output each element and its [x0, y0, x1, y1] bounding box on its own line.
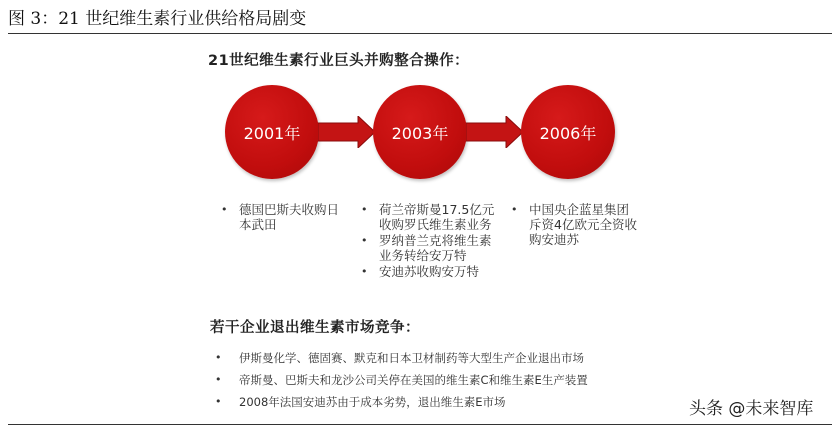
timeline-node-2001	[225, 85, 319, 179]
event-item: • 安迪苏收购安万特	[361, 264, 496, 279]
exit-item: • 伊斯曼化学、德固赛、默克和日本卫材制药等大型生产企业退出市场	[215, 350, 588, 372]
exit-item: • 2008年法国安迪苏由于成本劣势，退出维生素E市场	[215, 394, 588, 416]
section-title-mergers: 21世纪维生素行业巨头并购整合操作：	[208, 53, 470, 69]
timeline-node-2006	[521, 85, 615, 179]
event-item: • 中国央企蓝星集团斥资4亿欧元全资收购安迪苏	[511, 202, 639, 247]
figure-title: 图 3：21 世纪维生素行业供给格局剧变	[8, 9, 307, 29]
exits-list	[215, 350, 588, 416]
event-item: • 罗纳普兰克将维生素业务转给安万特	[361, 233, 496, 263]
event-item: • 荷兰帝斯曼17.5亿元收购罗氏维生素业务	[361, 202, 496, 232]
timeline-year: 2003年	[391, 123, 449, 143]
events-2003	[361, 202, 496, 280]
timeline-year: 2006年	[539, 123, 597, 143]
timeline-node-2003	[373, 85, 467, 179]
arrow-right-icon	[318, 116, 376, 148]
section-title-exits: 若干企业退出维生素市场竞争：	[210, 320, 420, 336]
bottom-rule	[8, 424, 832, 425]
top-rule	[8, 33, 832, 34]
timeline-year: 2001年	[243, 123, 301, 143]
events-2006	[511, 202, 639, 248]
arrow-right-icon	[466, 116, 524, 148]
exit-item: • 帝斯曼、巴斯夫和龙沙公司关停在美国的维生素C和维生素E生产装置	[215, 372, 588, 394]
event-item: • 德国巴斯夫收购日本武田	[221, 202, 351, 232]
watermark: 头条 @未来智库	[689, 399, 814, 419]
events-2001	[221, 202, 351, 233]
